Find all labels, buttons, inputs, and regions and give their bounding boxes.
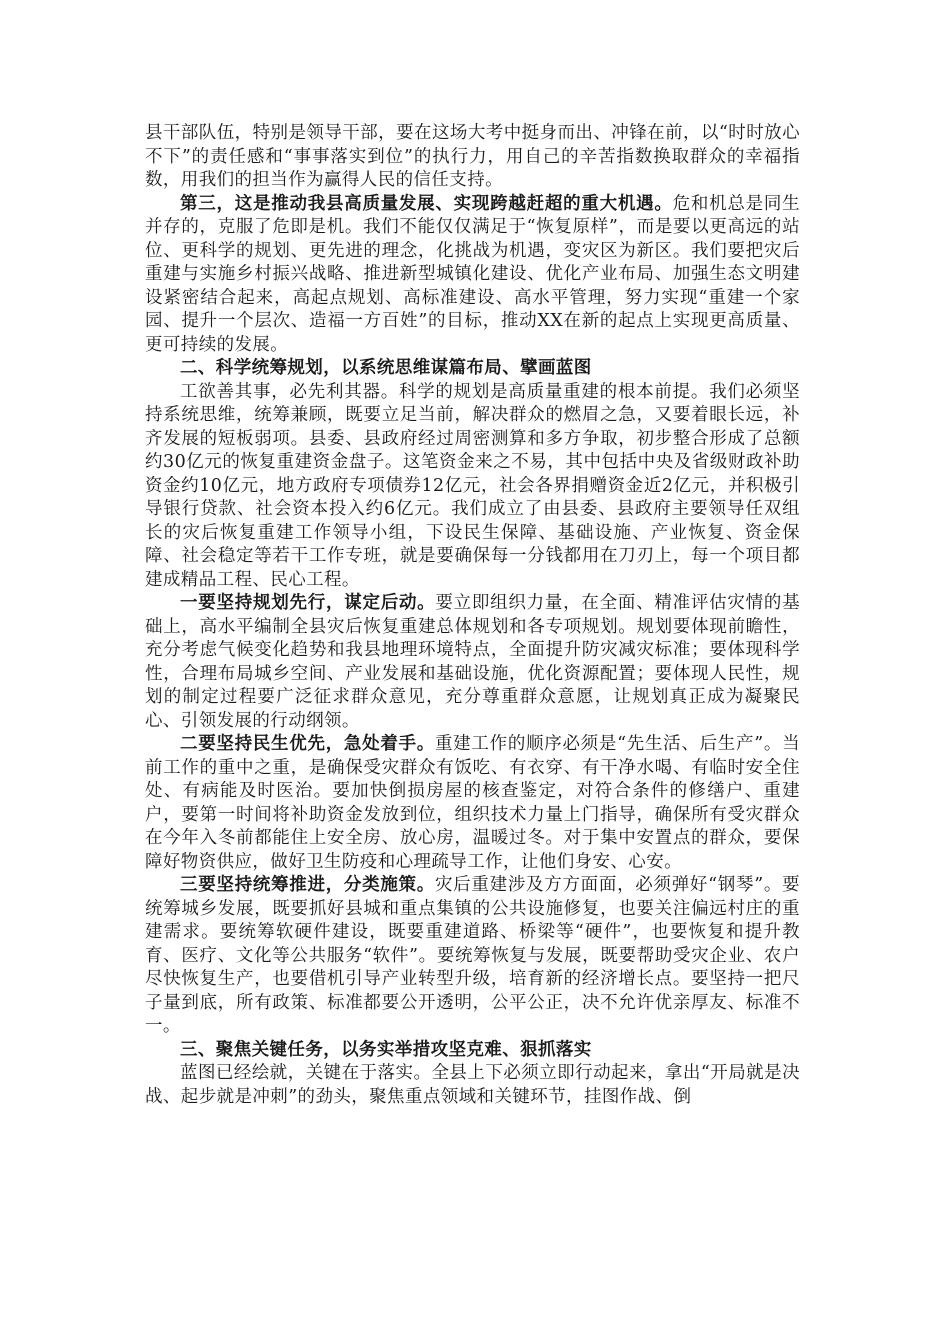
- paragraph-text: 重建工作的顺序必须是“先生活、后生产”。当前工作的重中之重，是确保受灾群众有饭吃、有衣穿、有干净水喝、有临时安全住处、有病能及时医治。要加快倒损房屋的核查鉴定，对符合条件的修缮户、重建户，要第一时间将补助资金发放到位，组织技术力量上门指导，确保所有受灾群众在今年入冬前都能住上安全房、放心房，温暖过冬。对于集中安置点的群众，要保障好物资供应，做好卫生防疫和心理疏导工作，让他们身安、心安。: [145, 734, 800, 872]
- paragraph-lead: 三要坚持统筹推进，分类施策。: [180, 875, 435, 895]
- paragraph-2: [145, 193, 800, 358]
- section-heading-2: [145, 357, 800, 381]
- paragraph-lead: 二要坚持民生优先，急处着手。: [180, 734, 435, 754]
- heading-text: 三、聚焦关键任务，以务实举措攻坚克难、狠抓落实: [180, 1039, 592, 1060]
- paragraph-5: [145, 733, 800, 874]
- paragraph-6: [145, 874, 800, 1039]
- paragraph-1: [145, 122, 800, 193]
- paragraph-text: 县干部队伍，特别是领导干部，要在这场大考中挺身而出、冲锋在前，以“时时放心不下”的责任感和“事事落实到位”的执行力，用自己的辛苦指数换取群众的幸福指数，用我们的担当作为赢得人民的信任支持。: [145, 123, 800, 190]
- paragraph-text: 要立即组织力量，在全面、精准评估灾情的基础上，高水平编制全县灾后恢复重建总体规划和各专项规划。规划要体现前瞻性，充分考虑气候变化趋势和我县地理环境特点，全面提升防灾减灾标准；要体现科学性，合理布局城乡空间、产业发展和基础设施，优化资源配置；要体现人民性，规划的制定过程要广泛征求群众意见，充分尊重群众意愿，让规划真正成为凝聚民心、引领发展的行动纲领。: [145, 593, 800, 731]
- paragraph-text: 灾后重建涉及方方面面，必须弹好“钢琴”。要统筹城乡发展，既要抓好县城和重点集镇的公共设施修复，也要关注偏远村庄的重建需求。要统筹软硬件建设，既要重建道路、桥梁等“硬件”，也要恢复和提升教育、医疗、文化等公共服务“软件”。要统筹恢复与发展，既要帮助受灾企业、农户尽快恢复生产，也要借机引导产业转型升级，培育新的经济增长点。要坚持一把尺子量到底，所有政策、标准都要公开透明，公平公正，决不允许优亲厚友、标准不一。: [145, 875, 800, 1036]
- paragraph-text: 蓝图已经绘就，关键在于落实。全县上下必须立即行动起来，拿出“开局就是决战、起步就是冲刺”的劲头，聚焦重点领域和关键环节，挂图作战、倒: [145, 1063, 800, 1107]
- paragraph-text: 工欲善其事，必先利其器。科学的规划是高质量重建的根本前提。我们必须坚持系统思维，统筹兼顾，既要立足当前，解决群众的燃眉之急，又要着眼长远，补齐发展的短板弱项。县委、县政府经过周密测算和多方争取，初步整合形成了总额约30亿元的恢复重建资金盘子。这笔资金来之不易，其中包括中央及省级财政补助资金约10亿元，地方政府专项债券12亿元，社会各界捐赠资金近2亿元，并积极引导银行贷款、社会资本投入约6亿元。我们成立了由县委、县政府主要领导任双组长的灾后恢复重建工作领导小组，下设民生保障、基础设施、产业恢复、资金保障、社会稳定等若干工作专班，就是要确保每一分钱都用在刀刃上，每一个项目都建成精品工程、民心工程。: [145, 381, 800, 590]
- paragraph-3: [145, 381, 800, 593]
- section-heading-3: [145, 1039, 800, 1063]
- paragraph-lead: 第三，这是推动我县高质量发展、实现跨越赶超的重大机遇。: [180, 193, 673, 214]
- paragraph-text: 危和机总是同生并存的，克服了危即是机。我们不能仅仅满足于“恢复原样”，而是要以更高远的站位、更科学的规划、更先进的理念，化挑战为机遇，变灾区为新区。我们要把灾后重建与实施乡村振兴战略、推进新型城镇化建设、优化产业布局、加强生态文明建设紧密结合起来，高起点规划、高标准建设、高水平管理，努力实现“重建一个家园、提升一个层次、造福一方百姓”的目标，推动XX在新的起点上实现更高质量、更可持续的发展。: [145, 193, 800, 355]
- document-page: [145, 122, 800, 1109]
- paragraph-lead: 一要坚持规划先行，谋定后动。: [180, 593, 436, 613]
- heading-text: 二、科学统筹规划，以系统思维谋篇布局、擘画蓝图: [180, 358, 592, 378]
- paragraph-4: [145, 592, 800, 733]
- paragraph-7: [145, 1062, 800, 1109]
